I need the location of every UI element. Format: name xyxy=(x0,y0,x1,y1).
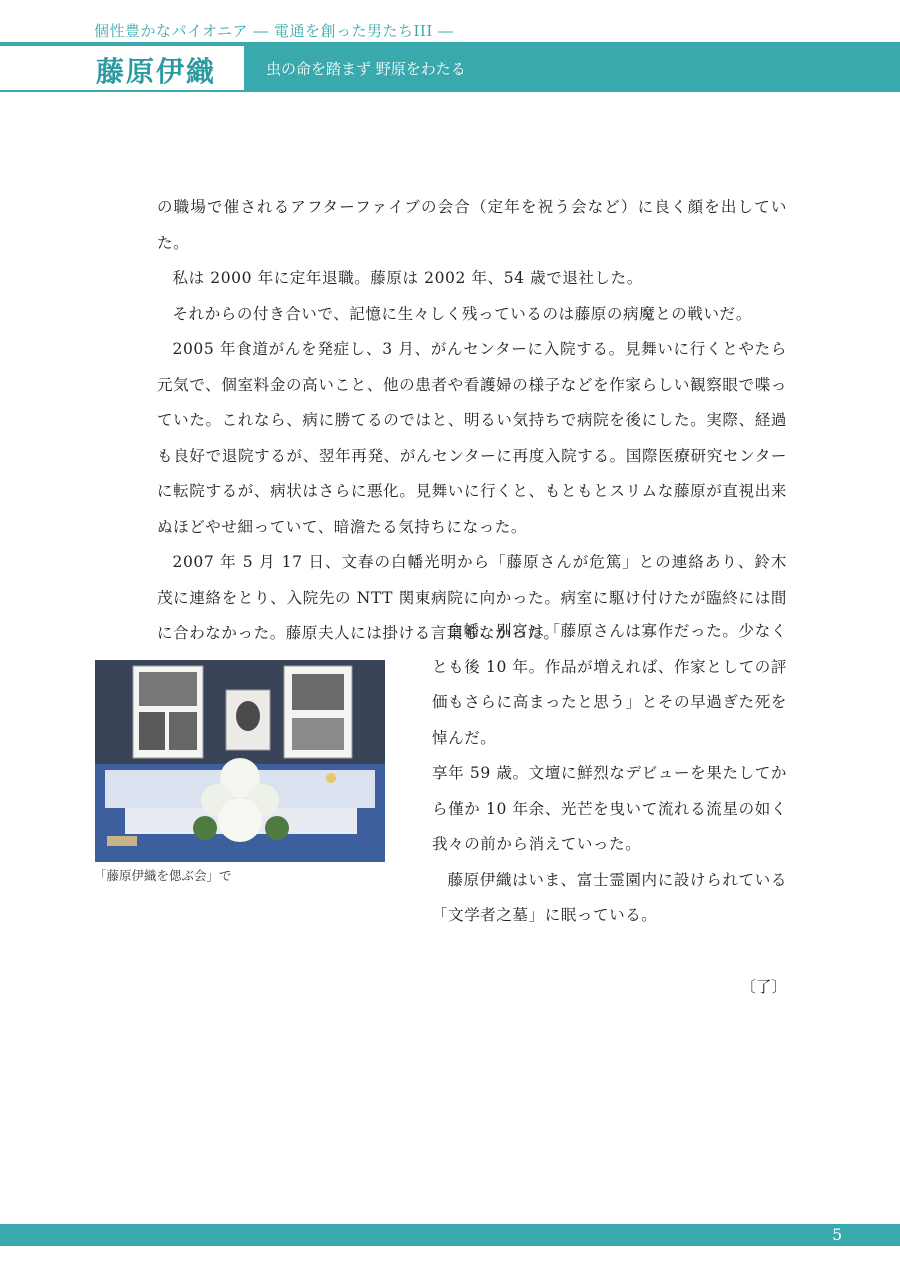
paragraph: 2005 年食道がんを発症し、3 月、がんセンターに入院する。見舞いに行くとやたら元気で、個室料金の高いこと、他の患者や看護婦の様子などを作家らしい観察眼で喋っていた。これなら、病に勝てるのではと、明るい気持ちで病院を後にした。実際、経過も良好で退院するが、翌年再発、がんセンターに再度入院する。国際医療研究センターに転院するが、病状はさらに悪化。見舞いに行くと、もともとスリムな藤原が直視出来ぬほどやせ細っていて、暗澹たる気持ちになった。 xyxy=(157,340,787,536)
paragraph: 藤原伊織はいま、富士霊園内に設けられている「文学者之墓」に眠っている。 xyxy=(432,870,787,924)
footer-bar xyxy=(0,1224,900,1246)
photo-caption: 「藤原伊織を偲ぶ会」で xyxy=(94,868,232,883)
paragraph: の職場で催されるアフターファイブの会合（定年を祝う会など）に良く顔を出していた。 xyxy=(157,198,787,252)
end-mark: 〔了〕 xyxy=(740,978,787,996)
paragraph: 享年 59 歳。文壇に鮮烈なデビューを果たしてから僅か 10 年余、光芒を曳いて流れる流星の如く我々の前から消えていった。 xyxy=(432,764,787,853)
series-title: 個性豊かなパイオニア ― 電通を創った男たちIII ― xyxy=(94,22,454,40)
main-body-text xyxy=(157,190,787,652)
paragraph: 2007 年 5 月 17 日、文春の白幡光明から「藤原さんが危篤」との連絡あり、鈴木茂に連絡をとり、入院先の NTT 関東病院に向かった。病室に駆け付けたが臨終には間に合わなかった。藤原夫人には掛ける言葉もなかった。 xyxy=(157,553,787,642)
person-name: 藤原伊織 xyxy=(96,55,217,88)
side-body-text xyxy=(432,614,787,934)
memorial-photo-illustration xyxy=(95,660,385,862)
paragraph: 白幡、別宮は「藤原さんは寡作だった。少なくとも後 10 年。作品が増えれば、作家としての評価もさらに高まったと思う」とその早過ぎた死を悼んだ。 xyxy=(432,622,787,747)
page-number: 5 xyxy=(832,1225,843,1244)
memorial-photo xyxy=(95,660,385,862)
paragraph: 私は 2000 年に定年退職。藤原は 2002 年、54 歳で退社した。 xyxy=(172,269,643,287)
paragraph: それからの付き合いで、記憶に生々しく残っているのは藤原の病魔との戦いだ。 xyxy=(172,304,752,323)
chapter-subtitle: 虫の命を踏まず 野原をわたる xyxy=(266,60,466,78)
